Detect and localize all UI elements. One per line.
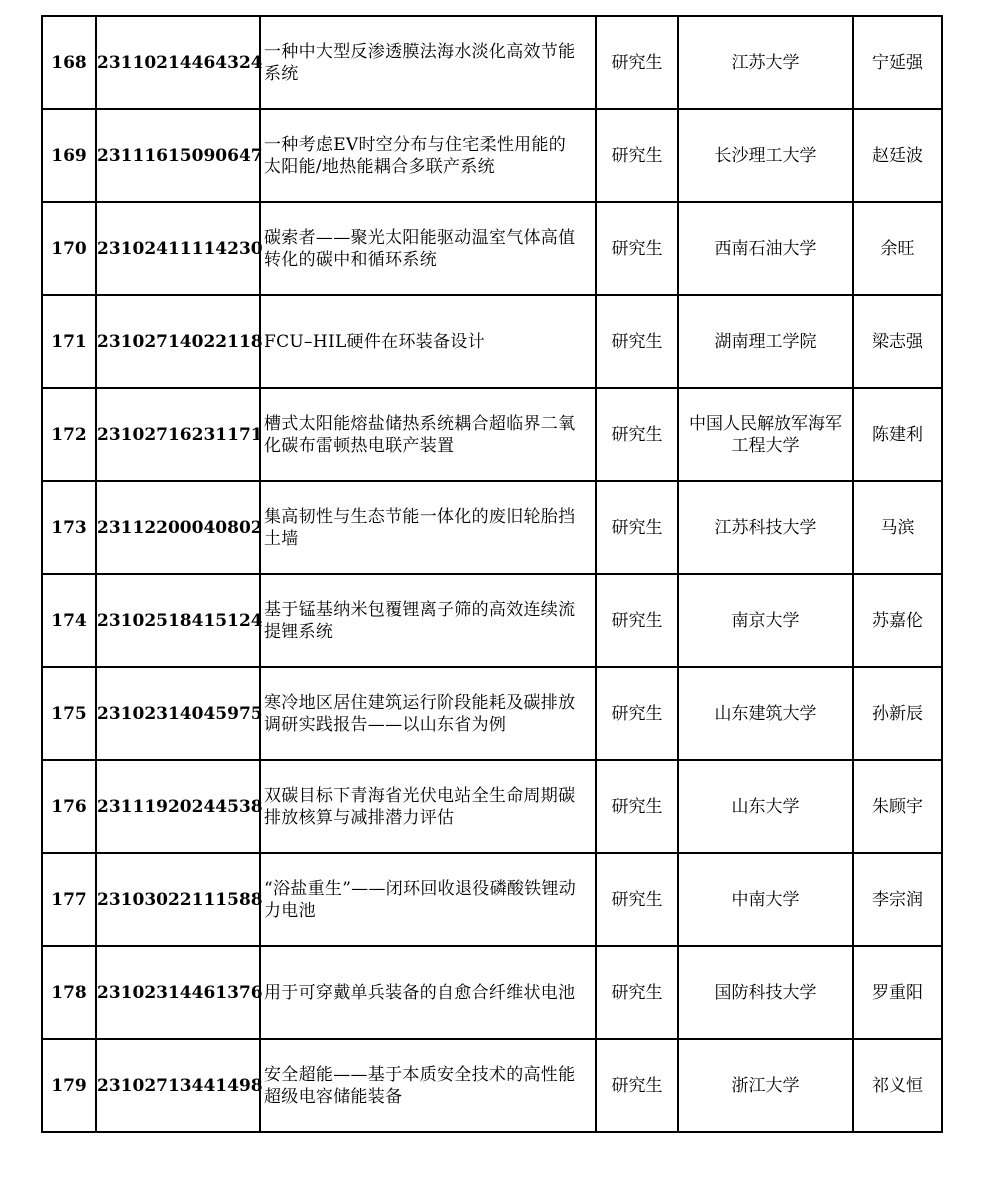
row-number: 174	[42, 574, 96, 667]
school-name: 浙江大学	[678, 1039, 853, 1132]
table-body	[42, 16, 942, 1132]
table-row	[42, 946, 942, 1039]
project-title: 碳索者——聚光太阳能驱动温室气体高值转化的碳中和循环系统	[260, 202, 596, 295]
row-number: 178	[42, 946, 96, 1039]
project-list-table	[41, 15, 943, 1133]
row-number: 175	[42, 667, 96, 760]
project-title: 一种中大型反渗透膜法海水淡化高效节能系统	[260, 16, 596, 109]
project-title: 寒冷地区居住建筑运行阶段能耗及碳排放调研实践报告——以山东省为例	[260, 667, 596, 760]
project-id: 23103022111588	[96, 853, 260, 946]
project-title: 双碳目标下青海省光伏电站全生命周期碳排放核算与减排潜力评估	[260, 760, 596, 853]
row-number: 170	[42, 202, 96, 295]
table-row	[42, 16, 942, 109]
team-leader: 陈建利	[853, 388, 942, 481]
school-name: 西南石油大学	[678, 202, 853, 295]
education-level: 研究生	[596, 946, 678, 1039]
team-leader: 余旺	[853, 202, 942, 295]
team-leader: 马滨	[853, 481, 942, 574]
row-number: 169	[42, 109, 96, 202]
project-list-table-container	[41, 15, 943, 1133]
team-leader: 苏嘉伦	[853, 574, 942, 667]
team-leader: 孙新辰	[853, 667, 942, 760]
row-number: 176	[42, 760, 96, 853]
education-level: 研究生	[596, 481, 678, 574]
team-leader: 李宗润	[853, 853, 942, 946]
school-name: 江苏科技大学	[678, 481, 853, 574]
team-leader: 罗重阳	[853, 946, 942, 1039]
project-id: 23111615090647	[96, 109, 260, 202]
row-number: 172	[42, 388, 96, 481]
education-level: 研究生	[596, 760, 678, 853]
table-row	[42, 574, 942, 667]
project-title: 用于可穿戴单兵装备的自愈合纤维状电池	[260, 946, 596, 1039]
project-title: 集高韧性与生态节能一体化的废旧轮胎挡土墙	[260, 481, 596, 574]
school-name: 山东大学	[678, 760, 853, 853]
row-number: 179	[42, 1039, 96, 1132]
education-level: 研究生	[596, 16, 678, 109]
project-id: 23102716231171	[96, 388, 260, 481]
team-leader: 宁延强	[853, 16, 942, 109]
table-row	[42, 388, 942, 481]
table-row	[42, 295, 942, 388]
school-name: 国防科技大学	[678, 946, 853, 1039]
education-level: 研究生	[596, 667, 678, 760]
education-level: 研究生	[596, 295, 678, 388]
row-number: 168	[42, 16, 96, 109]
project-id: 23102411114230	[96, 202, 260, 295]
project-id: 23102713441498	[96, 1039, 260, 1132]
education-level: 研究生	[596, 202, 678, 295]
table-row	[42, 760, 942, 853]
table-row	[42, 109, 942, 202]
table-row	[42, 202, 942, 295]
row-number: 173	[42, 481, 96, 574]
school-name: 中国人民解放军海军工程大学	[678, 388, 853, 481]
education-level: 研究生	[596, 1039, 678, 1132]
project-title: 槽式太阳能熔盐储热系统耦合超临界二氧化碳布雷顿热电联产装置	[260, 388, 596, 481]
project-id: 23102714022118	[96, 295, 260, 388]
education-level: 研究生	[596, 853, 678, 946]
project-id: 23102314461376	[96, 946, 260, 1039]
team-leader: 赵廷波	[853, 109, 942, 202]
table-row	[42, 1039, 942, 1132]
education-level: 研究生	[596, 574, 678, 667]
project-id: 23112200040802	[96, 481, 260, 574]
school-name: 江苏大学	[678, 16, 853, 109]
row-number: 171	[42, 295, 96, 388]
project-id: 23102518415124	[96, 574, 260, 667]
table-row	[42, 667, 942, 760]
project-id: 23102314045975	[96, 667, 260, 760]
education-level: 研究生	[596, 109, 678, 202]
team-leader: 朱顾宇	[853, 760, 942, 853]
team-leader: 祁义恒	[853, 1039, 942, 1132]
project-title: 安全超能——基于本质安全技术的高性能超级电容储能装备	[260, 1039, 596, 1132]
row-number: 177	[42, 853, 96, 946]
project-title: “浴盐重生”——闭环回收退役磷酸铁锂动力电池	[260, 853, 596, 946]
school-name: 南京大学	[678, 574, 853, 667]
education-level: 研究生	[596, 388, 678, 481]
table-row	[42, 853, 942, 946]
school-name: 长沙理工大学	[678, 109, 853, 202]
table-row	[42, 481, 942, 574]
project-title: FCU–HIL硬件在环装备设计	[260, 295, 596, 388]
school-name: 湖南理工学院	[678, 295, 853, 388]
project-id: 23110214464324	[96, 16, 260, 109]
team-leader: 梁志强	[853, 295, 942, 388]
school-name: 山东建筑大学	[678, 667, 853, 760]
project-id: 23111920244538	[96, 760, 260, 853]
project-title: 一种考虑EV时空分布与住宅柔性用能的太阳能/地热能耦合多联产系统	[260, 109, 596, 202]
school-name: 中南大学	[678, 853, 853, 946]
project-title: 基于锰基纳米包覆锂离子筛的高效连续流提锂系统	[260, 574, 596, 667]
